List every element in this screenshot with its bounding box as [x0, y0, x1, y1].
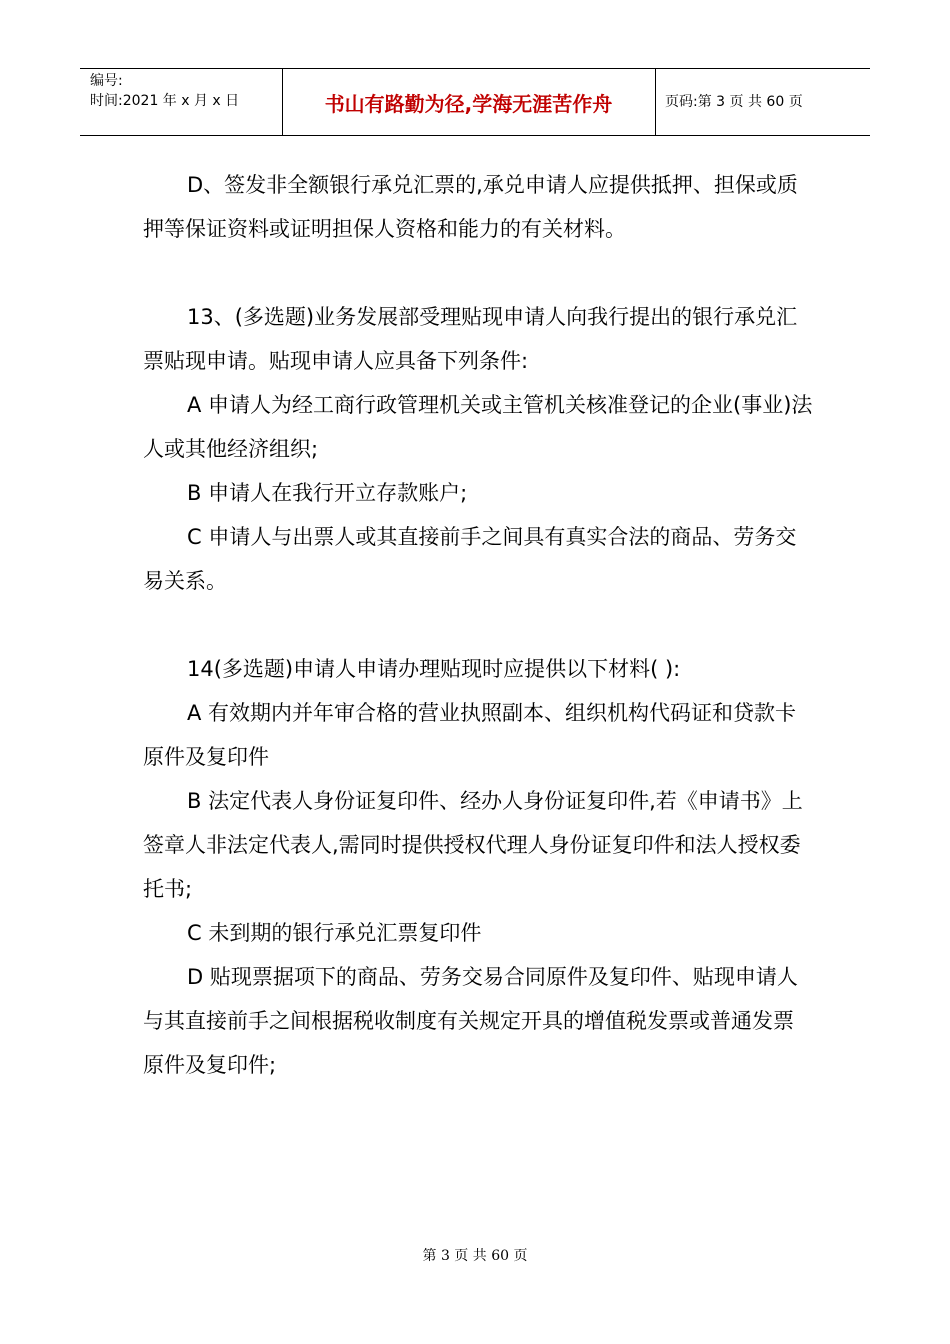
option-c-q13: C 申请人与出票人或其直接前手之间具有真实合法的商品、劳务交易关系。 — [143, 525, 797, 593]
option-a-q13: A 申请人为经工商行政管理机关或主管机关核准登记的企业(事业)法人或其他经济组织; — [143, 393, 813, 461]
question-14: 14(多选题)申请人申请办理贴现时应提供以下材料( ): — [187, 657, 681, 681]
header-meta-cell — [80, 69, 283, 135]
page-footer: 第 3 页 共 60 页 — [422, 1248, 528, 1264]
paragraph-spacer — [143, 603, 813, 647]
document-date: 时间:2021 年 x 月 x 日 — [90, 93, 240, 109]
header-motto-cell — [282, 69, 656, 135]
paragraph-spacer — [143, 251, 813, 295]
header-motto: 书山有路勤为径,学海无涯苦作舟 — [324, 92, 613, 116]
option-d-q14: D 贴现票据项下的商品、劳务交易合同原件及复印件、贴现申请人与其直接前手之间根据税收制度有关规定开具的增值税发票或普通发票原件及复印件; — [143, 965, 798, 1077]
option-b-q13: B 申请人在我行开立存款账户; — [187, 481, 468, 505]
option-b-q14: B 法定代表人身份证复印件、经办人身份证复印件,若《申请书》上签章人非法定代表人,需同时提供授权代理人身份证复印件和法人授权委托书; — [143, 789, 803, 901]
question-13: 13、(多选题)业务发展部受理贴现申请人向我行提出的银行承兑汇票贴现申请。贴现申请人应具备下列条件: — [143, 305, 798, 373]
document-number: 编号: — [90, 73, 123, 89]
header-page-cell — [655, 69, 870, 135]
header-page-info: 页码:第 3 页 共 60 页 — [665, 94, 803, 110]
page-header — [80, 68, 870, 136]
option-a-q14: A 有效期内并年审合格的营业执照副本、组织机构代码证和贷款卡原件及复印件 — [143, 701, 797, 769]
document-body — [143, 163, 813, 1087]
option-c-q14: C 未到期的银行承兑汇票复印件 — [187, 921, 482, 945]
option-d-q12: D、签发非全额银行承兑汇票的,承兑申请人应提供抵押、担保或质押等保证资料或证明担保人资格和能力的有关材料。 — [143, 173, 798, 241]
